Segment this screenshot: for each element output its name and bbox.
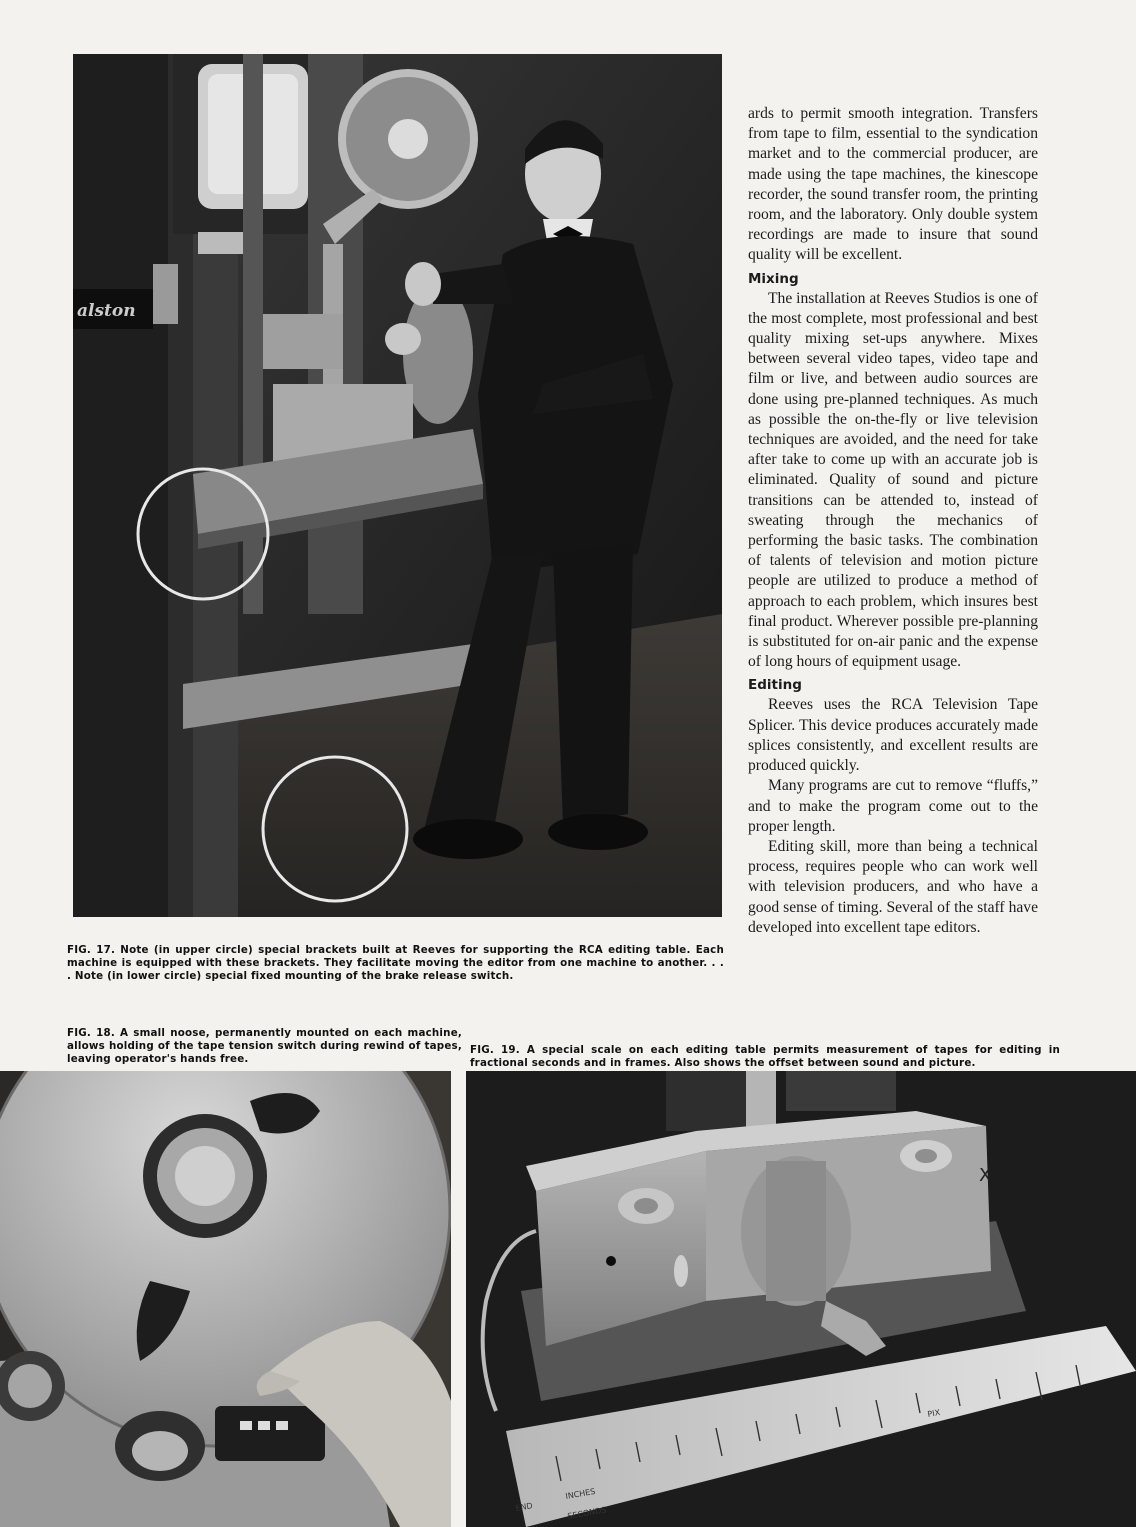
paragraph-transfers: ards to permit smooth integration. Transfers from tape to film, essential to the syndication market and to the commercial producer, are made using the tape machines, the kinescope recorder, the sound transfer room, the printing room, and the laboratory. Only double system recordings are made to insure that sound quality will be excellent. (748, 105, 1038, 264)
fig18-illustration (0, 1071, 451, 1527)
fig17-illustration (73, 54, 722, 917)
fig19-scale-pix: PIX (926, 1407, 941, 1419)
fig19-scale-inches: INCHES (564, 1486, 596, 1501)
article-column (748, 104, 1038, 938)
fig19-photo (466, 1071, 1136, 1527)
fig17-caption: FIG. 17. Note (in upper circle) special brackets built at Reeves for supporting the RCA editing table. Each machine is equipped with these brackets. They facilitate moving the editor from one machine to another. . . . Note (in lower circle) special fixed mounting of the brake release switch. (67, 944, 724, 983)
fig19-scale-seconds: SECONDS (566, 1505, 608, 1521)
paragraph-editing-skill: Editing skill, more than being a technical process, requires people who can work well with television producers, and who have a good sense of timing. Several of the staff have developed into excellent tape editors. (748, 837, 1038, 936)
fig18-photo (0, 1071, 451, 1527)
fig17-sign-text: alston (77, 301, 136, 321)
fig19-caption: FIG. 19. A special scale on each editing table permits measurement of tapes for editing in fractional seconds and in frames. Also shows the offset between sound and picture. (470, 1044, 1060, 1070)
fig17-photo (73, 54, 722, 917)
heading-mixing: Mixing (748, 270, 799, 287)
fig19-x-mark: X (979, 1165, 992, 1186)
paragraph-mixing: The installation at Reeves Studios is one of the most complete, most professional and best quality mixing set-ups anywhere. Mixes between several video tapes, video tape and film or live, and between audio sources are done using pre-planned techniques. As much as possible the on-the-fly or live television techniques are avoided, and the need for take after take to come up with an accurate job is eliminated. Quality of sound and picture transitions can be attended to, instead of sweating through the mechanics of performing the basic tasks. The combination of talents of television and motion picture people are utilized to produce a method of approach to each problem, which insures best final product. Wherever possible pre-planning is substituted for on-air panic and the expense of long hours of equipment usage. (748, 289, 1038, 671)
paragraph-fluffs: Many programs are cut to remove “fluffs,” and to make the program come out to the proper length. (748, 777, 1038, 835)
fig19-scale-end: END (514, 1501, 534, 1513)
fig18-caption: FIG. 18. A small noose, permanently mounted on each machine, allows holding of the tape tension switch during rewind of tapes, leaving operator's hands free. (67, 1027, 462, 1066)
heading-editing: Editing (748, 677, 802, 694)
fig19-illustration (466, 1071, 1136, 1527)
paragraph-splicer: Reeves uses the RCA Television Tape Splicer. This device produces accurately made splices consistently, and excellent results are produced quickly. (748, 696, 1038, 775)
